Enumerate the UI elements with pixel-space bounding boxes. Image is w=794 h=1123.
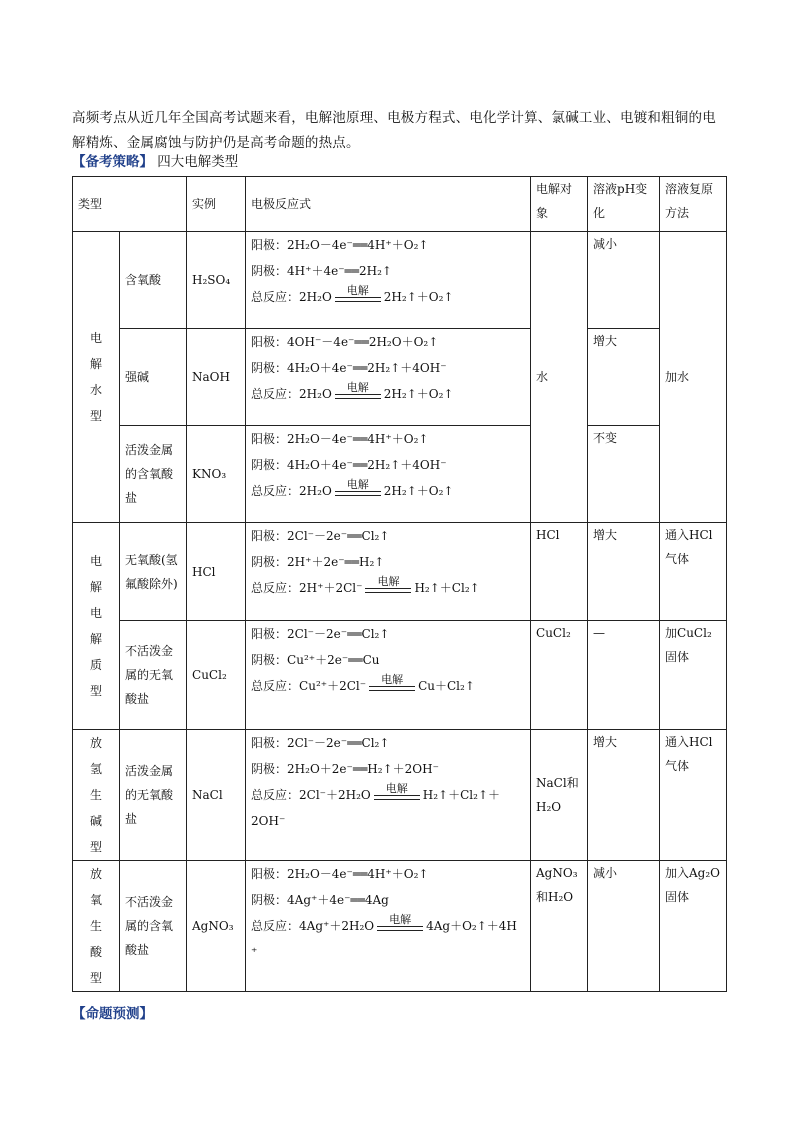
object-cell: 水: [531, 232, 588, 523]
table-row: [73, 523, 727, 621]
restore-cell: 通入HCl气体: [660, 523, 727, 621]
group-name: 电解电解质型: [73, 523, 120, 730]
reaction-cell: 阳极：2Cl⁻－2e⁻══Cl₂↑ 阴极：2H₂O＋2e⁻══H₂↑＋2OH⁻ 总反应：2Cl⁻＋2H₂O 电解 H₂↑＋Cl₂↑＋ 2OH⁻: [246, 730, 531, 861]
ph-cell: 增大: [588, 523, 660, 621]
header-ph: 溶液pH变化: [588, 177, 660, 232]
prediction-heading: [72, 1002, 153, 1022]
reaction-cell: 阳极：2H₂O－4e⁻══4H⁺＋O₂↑ 阴极：4H⁺＋4e⁻══2H₂↑ 总反应：2H₂O 电解 2H₂↑＋O₂↑: [246, 232, 531, 329]
example-cell: H₂SO₄: [187, 232, 246, 329]
group-name: 放氢生碱型: [73, 730, 120, 861]
header-type: 类型: [73, 177, 187, 232]
header-example: 实例: [187, 177, 246, 232]
object-cell: AgNO₃和H₂O: [531, 861, 588, 992]
header-object: 电解对象: [531, 177, 588, 232]
prediction-tag: 【命题预测】: [72, 1006, 153, 1022]
restore-cell: 加CuCl₂固体: [660, 621, 727, 730]
table-row: [73, 329, 727, 426]
subtype-cell: 强碱: [120, 329, 187, 426]
restore-cell: 加入Ag₂O固体: [660, 861, 727, 992]
subtype-cell: 含氧酸: [120, 232, 187, 329]
table-row: [73, 730, 727, 861]
subtype-cell: 活泼金属的无氧酸盐: [120, 730, 187, 861]
reaction-cell: 阳极：2H₂O－4e⁻══4H⁺＋O₂↑ 阴极：4H₂O＋4e⁻══2H₂↑＋4OH⁻ 总反应：2H₂O 电解 2H₂↑＋O₂↑: [246, 426, 531, 523]
table-header-row: [73, 177, 727, 232]
subtype-cell: 活泼金属的含氧酸盐: [120, 426, 187, 523]
group-name: 电解水型: [73, 232, 120, 523]
strategy-tag: 【备考策略】: [72, 154, 153, 170]
ph-cell: 减小: [588, 861, 660, 992]
ph-cell: —: [588, 621, 660, 730]
ph-cell: 增大: [588, 730, 660, 861]
intro-paragraph: 高频考点从近几年全国高考试题来看，电解池原理、电极方程式、电化学计算、氯碱工业、电镀和粗铜的电解精炼、金属腐蚀与防护仍是高考命题的热点。: [72, 109, 716, 151]
ph-cell: 减小: [588, 232, 660, 329]
ph-cell: 增大: [588, 329, 660, 426]
restore-cell: 通入HCl气体: [660, 730, 727, 861]
reaction-cell: 阳极：2Cl⁻－2e⁻══Cl₂↑ 阴极：Cu²⁺＋2e⁻══Cu 总反应：Cu²⁺＋2Cl⁻ 电解 Cu＋Cl₂↑: [246, 621, 531, 730]
example-cell: AgNO₃: [187, 861, 246, 992]
strategy-heading: [72, 150, 238, 170]
example-cell: HCl: [187, 523, 246, 621]
group-name: 放氧生酸型: [73, 861, 120, 992]
table-row: [73, 426, 727, 523]
example-cell: NaCl: [187, 730, 246, 861]
reaction-cell: 阳极：4OH⁻－4e⁻══2H₂O＋O₂↑ 阴极：4H₂O＋4e⁻══2H₂↑＋4OH⁻ 总反应：2H₂O 电解 2H₂↑＋O₂↑: [246, 329, 531, 426]
electrolysis-table: [72, 176, 727, 992]
object-cell: CuCl₂: [531, 621, 588, 730]
example-cell: KNO₃: [187, 426, 246, 523]
restore-cell: 加水: [660, 232, 727, 523]
reaction-cell: 阳极：2Cl⁻－2e⁻══Cl₂↑ 阴极：2H⁺＋2e⁻══H₂↑ 总反应：2H⁺＋2Cl⁻ 电解 H₂↑＋Cl₂↑: [246, 523, 531, 621]
example-cell: CuCl₂: [187, 621, 246, 730]
example-cell: NaOH: [187, 329, 246, 426]
object-cell: HCl: [531, 523, 588, 621]
reaction-cell: 阳极：2H₂O－4e⁻══4H⁺＋O₂↑ 阴极：4Ag⁺＋4e⁻══4Ag 总反应：4Ag⁺＋2H₂O 电解 4Ag＋O₂↑＋4H ⁺: [246, 861, 531, 992]
subtype-cell: 无氧酸(氢氟酸除外): [120, 523, 187, 621]
header-restore: 溶液复原方法: [660, 177, 727, 232]
header-reaction: 电极反应式: [246, 177, 531, 232]
object-cell: NaCl和H₂O: [531, 730, 588, 861]
table-row: [73, 232, 727, 329]
ph-cell: 不变: [588, 426, 660, 523]
strategy-title: 四大电解类型: [157, 154, 239, 170]
table-row: [73, 621, 727, 730]
subtype-cell: 不活泼金属的无氧酸盐: [120, 621, 187, 730]
table-row: [73, 861, 727, 992]
subtype-cell: 不活泼金属的含氧酸盐: [120, 861, 187, 992]
